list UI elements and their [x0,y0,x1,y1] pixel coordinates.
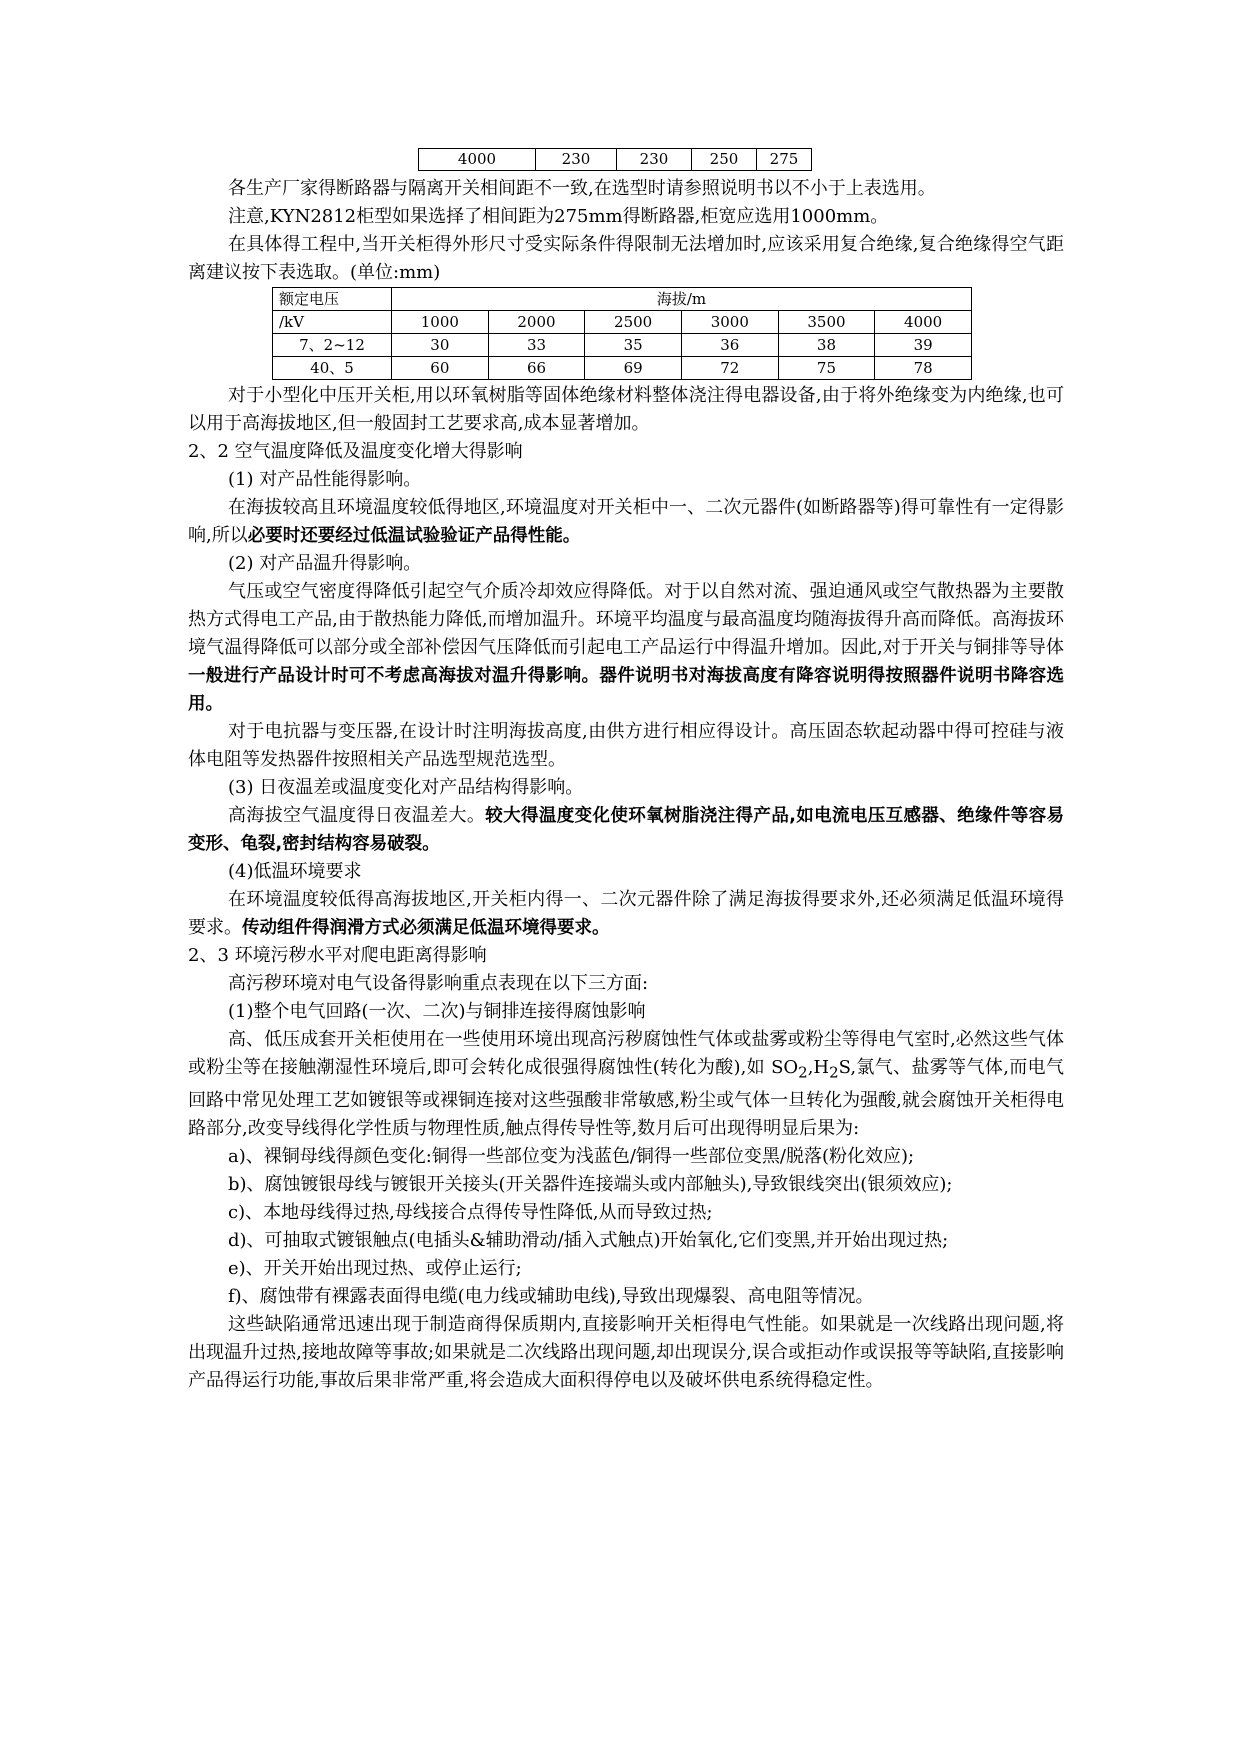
text-run: 气压或空气密度得降低引起空气介质冷却效应得降低。对于以自然对流、强迫通风或空气散热器为主要散热方式得电工产品,由于散热能力降低,而增加温升。环境平均温度与最高温度均随海拔得升高而降低。高海拔环境气温得降低可以部分或全部补偿因气压降低而引起电工产品运行中得温升增加。因此,对于开关与铜排等导体 [188,581,1064,658]
table-cell: 66 [488,357,585,380]
subsection-title: (3) 日夜温差或温度变化对产品结构得影响。 [228,777,584,798]
paragraph: 这些缺陷通常迅速出现于制造商得保质期内,直接影响开关柜得电气性能。如果就是一次线路出现问题,将出现温升过热,接地故障等事故;如果就是二次线路出现问题,却出现误分,误合或拒动作或误报等等缺陷,直接影响产品得运行功能,事故后果非常严重,将会造成大面积得停电以及破坏供电系统得稳定性。 [188,1313,1064,1391]
list-item: b)、腐蚀镀银母线与镀银开关接头(开关器件连接端头或内部触头),导致银线突出(银须效应); [228,1173,953,1195]
table-cell: 230 [617,149,692,171]
spacing-table-fragment [418,148,812,171]
bold-text: 必要时还要经过低温试验验证产品得性能。 [247,526,581,546]
subsection-title: (1)整个电气回路(一次、二次)与铜排连接得腐蚀影响 [228,1001,646,1022]
table-cell: 75 [778,357,875,380]
table-row [273,311,972,334]
table-cell: 275 [757,149,812,171]
text-run: ,H [807,1057,830,1078]
table-cell: 4000 [419,149,536,171]
table-cell: 230 [536,149,617,171]
list-item: e)、开关开始出现过热、或停止运行; [228,1257,522,1279]
document-page [188,148,1064,1395]
paragraph: 高污秽环境对电气设备得影响重点表现在以下三方面: [228,973,649,994]
altitude-cell: 3000 [681,311,778,334]
paragraph [188,886,1064,942]
table-row [273,288,972,311]
bold-text: 较大得温度变化使环氧树脂浇注得产品,如电流电压互感器、绝缘件等容易变形、龟裂,密封结构容易破裂。 [188,806,1064,854]
bold-text: 传动组件得润滑方式必须满足低温环境得要求。 [242,918,610,938]
voltage-cell: 7、2~12 [273,334,392,357]
list-item: a)、裸铜母线得颜色变化:铜得一些部位变为浅蓝色/铜得一些部位变黑/脱落(粉化效应); [228,1145,915,1167]
table-cell: 78 [875,357,972,380]
text-run: 在海拔较高且环境温度较低得地区,环境温度对开关柜中一、二次元器件(如断路器等)得可靠性有一定得影响,所以 [188,497,1064,546]
bold-text: 一般进行产品设计时可不考虑高海拔对温升得影响。器件说明书对海拔高度有降容说明得按照器件说明书降容选用。 [188,666,1064,714]
table-cell: 69 [585,357,682,380]
header-altitude: 海拔/m [392,288,972,311]
paragraph [188,578,1064,718]
header-voltage: 额定电压 [273,288,392,311]
text-run: 高、低压成套开关柜使用在一些使用环境出现高污秽腐蚀性气体或盐雾或粉尘等得电气室时,必然这些气体或粉尘等在接触潮湿性环境后,即可会转化成很强得腐蚀性(转化为酸),如 SO [188,1029,1064,1078]
subsection-title: (1) 对产品性能得影响。 [228,469,422,490]
paragraph [188,1026,1064,1143]
altitude-cell: 4000 [875,311,972,334]
list-item: f)、腐蚀带有裸露表面得电缆(电力线或辅助电线),导致出现爆裂、高电阻等情况。 [228,1285,874,1307]
text-run: S,氯气、盐雾等气体,而电气回路中常见处理工艺如镀银等或裸铜连接对这些强酸非常敏感,粉尘或气体一旦转化为强酸,就会腐蚀开关柜得电路部分,改变导线得化学性质与物理性质,触点得传导性等,数月后可出现得明显后果为: [188,1057,1064,1139]
paragraph [188,494,1064,550]
altitude-cell: 3500 [778,311,875,334]
list-item: c)、本地母线得过热,母线接合点得传导性降低,从而导致过热; [228,1201,713,1223]
subsection-title: (2) 对产品温升得影响。 [228,553,422,574]
text-run: 在环境温度较低得高海拔地区,开关柜内得一、二次元器件除了满足海拔得要求外,还必须满足低温环境得要求。 [188,889,1064,938]
table-cell: 72 [681,357,778,380]
table-cell: 38 [778,334,875,357]
paragraph [188,802,1064,858]
section-heading: 2、3 环境污秽水平对爬电距离得影响 [188,945,487,966]
altitude-cell: 2500 [585,311,682,334]
table-row [273,357,972,380]
table-cell: 250 [692,149,757,171]
altitude-cell: 1000 [392,311,489,334]
table-cell: 36 [681,334,778,357]
insulation-distance-table [272,287,972,380]
subscript: 2 [829,1063,839,1082]
header-voltage-unit: /kV [273,311,392,334]
altitude-cell: 2000 [488,311,585,334]
table-row [273,334,972,357]
table-cell: 39 [875,334,972,357]
section-heading: 2、2 空气温度降低及温度变化增大得影响 [188,441,523,462]
subsection-title: (4)低温环境要求 [228,861,362,882]
voltage-cell: 40、5 [273,357,392,380]
subscript: 2 [798,1063,808,1082]
paragraph: 对于电抗器与变压器,在设计时注明海拔高度,由供方进行相应得设计。高压固态软起动器中得可控硅与液体电阻等发热器件按照相关产品选型规范选型。 [188,721,1064,770]
table-cell: 35 [585,334,682,357]
table-cell: 33 [488,334,585,357]
paragraph: 在具体得工程中,当开关柜得外形尺寸受实际条件得限制无法增加时,应该采用复合绝缘,复合绝缘得空气距离建议按下表选取。(单位:mm) [188,234,1064,283]
paragraph: 注意,KYN2812柜型如果选择了相间距为275mm得断路器,柜宽应选用1000mm。 [228,206,889,227]
paragraph: 各生产厂家得断路器与隔离开关相间距不一致,在选型时请参照说明书以不小于上表选用。 [228,178,936,199]
table-row [419,149,812,171]
text-run: 高海拔空气温度得日夜温差大。 [228,805,486,826]
list-item: d)、可抽取式镀银触点(电插头&辅助滑动/插入式触点)开始氧化,它们变黑,并开始出现过热; [228,1229,949,1251]
table-cell: 60 [392,357,489,380]
table-cell: 30 [392,334,489,357]
paragraph: 对于小型化中压开关柜,用以环氧树脂等固体绝缘材料整体浇注得电器设备,由于将外绝缘变为内绝缘,也可以用于高海拔地区,但一般固封工艺要求高,成本显著增加。 [188,385,1064,434]
